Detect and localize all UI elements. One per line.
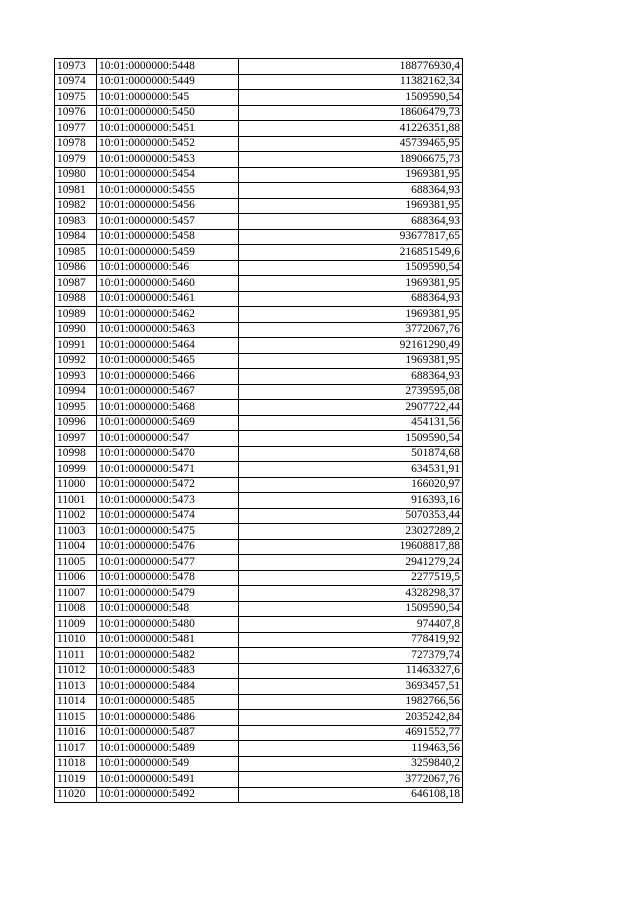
row-number-cell: 11008 <box>55 601 97 617</box>
cadastral-value-cell: 18606479,73 <box>239 105 463 121</box>
row-number-cell: 11000 <box>55 477 97 493</box>
cadastral-number-cell: 10:01:0000000:5482 <box>97 648 239 664</box>
row-number-cell: 11015 <box>55 710 97 726</box>
cadastral-value-cell: 23027289,2 <box>239 524 463 540</box>
table-row <box>55 787 463 803</box>
cadastral-number-cell: 10:01:0000000:5477 <box>97 555 239 571</box>
cadastral-value-cell: 1969381,95 <box>239 198 463 214</box>
cadastral-number-cell: 10:01:0000000:5475 <box>97 524 239 540</box>
cadastral-number-cell: 10:01:0000000:5479 <box>97 586 239 602</box>
cadastral-number-cell: 10:01:0000000:5483 <box>97 663 239 679</box>
cadastral-number-cell: 10:01:0000000:5469 <box>97 415 239 431</box>
cadastral-value-cell: 93677817,65 <box>239 229 463 245</box>
cadastral-number-cell: 10:01:0000000:547 <box>97 431 239 447</box>
row-number-cell: 10977 <box>55 121 97 137</box>
table-row <box>55 338 463 354</box>
row-number-cell: 10979 <box>55 152 97 168</box>
table-row <box>55 369 463 385</box>
cadastral-value-cell: 2739595,08 <box>239 384 463 400</box>
cadastral-value-cell: 454131,56 <box>239 415 463 431</box>
row-number-cell: 10987 <box>55 276 97 292</box>
row-number-cell: 11004 <box>55 539 97 555</box>
cadastral-number-cell: 10:01:0000000:5471 <box>97 462 239 478</box>
row-number-cell: 10986 <box>55 260 97 276</box>
table-row <box>55 772 463 788</box>
table-row <box>55 183 463 199</box>
cadastral-number-cell: 10:01:0000000:5480 <box>97 617 239 633</box>
cadastral-number-cell: 10:01:0000000:5456 <box>97 198 239 214</box>
table-row <box>55 121 463 137</box>
cadastral-number-cell: 10:01:0000000:5473 <box>97 493 239 509</box>
row-number-cell: 11006 <box>55 570 97 586</box>
row-number-cell: 11016 <box>55 725 97 741</box>
cadastral-number-cell: 10:01:0000000:546 <box>97 260 239 276</box>
row-number-cell: 11002 <box>55 508 97 524</box>
cadastral-value-cell: 916393,16 <box>239 493 463 509</box>
cadastral-value-cell: 166020,97 <box>239 477 463 493</box>
cadastral-value-cell: 501874,68 <box>239 446 463 462</box>
cadastral-value-cell: 688364,93 <box>239 369 463 385</box>
cadastral-number-cell: 10:01:0000000:5461 <box>97 291 239 307</box>
row-number-cell: 11018 <box>55 756 97 772</box>
cadastral-number-cell: 10:01:0000000:5458 <box>97 229 239 245</box>
row-number-cell: 11009 <box>55 617 97 633</box>
row-number-cell: 10973 <box>55 59 97 75</box>
cadastral-value-cell: 1982766,56 <box>239 694 463 710</box>
row-number-cell: 10989 <box>55 307 97 323</box>
table-row <box>55 415 463 431</box>
table-row <box>55 601 463 617</box>
cadastral-number-cell: 10:01:0000000:5478 <box>97 570 239 586</box>
row-number-cell: 10985 <box>55 245 97 261</box>
cadastral-number-cell: 10:01:0000000:545 <box>97 90 239 106</box>
table-row <box>55 307 463 323</box>
cadastral-value-table <box>54 58 463 803</box>
cadastral-number-cell: 10:01:0000000:5464 <box>97 338 239 354</box>
table-row <box>55 694 463 710</box>
cadastral-value-cell: 646108,18 <box>239 787 463 803</box>
cadastral-number-cell: 10:01:0000000:5476 <box>97 539 239 555</box>
cadastral-value-cell: 119463,56 <box>239 741 463 757</box>
cadastral-value-cell: 727379,74 <box>239 648 463 664</box>
cadastral-number-cell: 10:01:0000000:548 <box>97 601 239 617</box>
cadastral-value-cell: 1509590,54 <box>239 431 463 447</box>
table-row <box>55 462 463 478</box>
cadastral-number-cell: 10:01:0000000:5454 <box>97 167 239 183</box>
table-row <box>55 198 463 214</box>
row-number-cell: 10975 <box>55 90 97 106</box>
table-row <box>55 663 463 679</box>
cadastral-value-cell: 45739465,95 <box>239 136 463 152</box>
cadastral-value-cell: 1969381,95 <box>239 276 463 292</box>
table-row <box>55 167 463 183</box>
cadastral-number-cell: 10:01:0000000:5451 <box>97 121 239 137</box>
table-body <box>55 59 463 803</box>
table-row <box>55 260 463 276</box>
row-number-cell: 11011 <box>55 648 97 664</box>
table-row <box>55 555 463 571</box>
table-row <box>55 679 463 695</box>
row-number-cell: 10997 <box>55 431 97 447</box>
cadastral-value-cell: 1509590,54 <box>239 260 463 276</box>
table-row <box>55 136 463 152</box>
cadastral-value-cell: 974407,8 <box>239 617 463 633</box>
row-number-cell: 10993 <box>55 369 97 385</box>
row-number-cell: 11013 <box>55 679 97 695</box>
cadastral-value-cell: 18906675,73 <box>239 152 463 168</box>
cadastral-number-cell: 10:01:0000000:5459 <box>97 245 239 261</box>
cadastral-number-cell: 10:01:0000000:5470 <box>97 446 239 462</box>
cadastral-number-cell: 10:01:0000000:5484 <box>97 679 239 695</box>
cadastral-number-cell: 10:01:0000000:5472 <box>97 477 239 493</box>
cadastral-value-cell: 688364,93 <box>239 214 463 230</box>
row-number-cell: 10982 <box>55 198 97 214</box>
cadastral-number-cell: 10:01:0000000:5453 <box>97 152 239 168</box>
table-row <box>55 276 463 292</box>
row-number-cell: 10995 <box>55 400 97 416</box>
cadastral-number-cell: 10:01:0000000:5463 <box>97 322 239 338</box>
cadastral-number-cell: 10:01:0000000:5468 <box>97 400 239 416</box>
table-row <box>55 493 463 509</box>
table-row <box>55 291 463 307</box>
table-row <box>55 586 463 602</box>
table-row <box>55 214 463 230</box>
cadastral-value-cell: 1969381,95 <box>239 307 463 323</box>
table-row <box>55 245 463 261</box>
table-row <box>55 74 463 90</box>
cadastral-number-cell: 10:01:0000000:5491 <box>97 772 239 788</box>
cadastral-value-cell: 688364,93 <box>239 291 463 307</box>
table-row <box>55 570 463 586</box>
cadastral-number-cell: 10:01:0000000:5460 <box>97 276 239 292</box>
table-row <box>55 400 463 416</box>
cadastral-value-cell: 19608817,88 <box>239 539 463 555</box>
table-row <box>55 229 463 245</box>
row-number-cell: 11010 <box>55 632 97 648</box>
cadastral-value-cell: 2941279,24 <box>239 555 463 571</box>
cadastral-value-cell: 3772067,76 <box>239 772 463 788</box>
cadastral-number-cell: 10:01:0000000:5487 <box>97 725 239 741</box>
cadastral-number-cell: 10:01:0000000:5489 <box>97 741 239 757</box>
cadastral-number-cell: 10:01:0000000:5457 <box>97 214 239 230</box>
row-number-cell: 10996 <box>55 415 97 431</box>
cadastral-value-cell: 4328298,37 <box>239 586 463 602</box>
table-row <box>55 756 463 772</box>
row-number-cell: 10992 <box>55 353 97 369</box>
table-row <box>55 446 463 462</box>
cadastral-value-cell: 4691552,77 <box>239 725 463 741</box>
table-row <box>55 524 463 540</box>
cadastral-number-cell: 10:01:0000000:5492 <box>97 787 239 803</box>
cadastral-value-cell: 41226351,88 <box>239 121 463 137</box>
table-row <box>55 90 463 106</box>
table-row <box>55 508 463 524</box>
cadastral-number-cell: 10:01:0000000:5486 <box>97 710 239 726</box>
row-number-cell: 10981 <box>55 183 97 199</box>
row-number-cell: 10991 <box>55 338 97 354</box>
cadastral-value-cell: 1969381,95 <box>239 353 463 369</box>
cadastral-value-cell: 2035242,84 <box>239 710 463 726</box>
row-number-cell: 10978 <box>55 136 97 152</box>
table-row <box>55 431 463 447</box>
row-number-cell: 10999 <box>55 462 97 478</box>
table-row <box>55 617 463 633</box>
cadastral-value-cell: 216851549,6 <box>239 245 463 261</box>
row-number-cell: 11019 <box>55 772 97 788</box>
row-number-cell: 10990 <box>55 322 97 338</box>
cadastral-value-cell: 92161290,49 <box>239 338 463 354</box>
row-number-cell: 11012 <box>55 663 97 679</box>
table-row <box>55 152 463 168</box>
row-number-cell: 11005 <box>55 555 97 571</box>
table-row <box>55 632 463 648</box>
cadastral-value-cell: 188776930,4 <box>239 59 463 75</box>
cadastral-value-cell: 1969381,95 <box>239 167 463 183</box>
cadastral-value-cell: 11463327,6 <box>239 663 463 679</box>
row-number-cell: 10980 <box>55 167 97 183</box>
cadastral-number-cell: 10:01:0000000:5481 <box>97 632 239 648</box>
table-row <box>55 648 463 664</box>
table-row <box>55 741 463 757</box>
row-number-cell: 10976 <box>55 105 97 121</box>
cadastral-number-cell: 10:01:0000000:5449 <box>97 74 239 90</box>
cadastral-value-cell: 3259840,2 <box>239 756 463 772</box>
cadastral-value-cell: 634531,91 <box>239 462 463 478</box>
row-number-cell: 11003 <box>55 524 97 540</box>
table-row <box>55 59 463 75</box>
cadastral-value-cell: 778419,92 <box>239 632 463 648</box>
table-row <box>55 539 463 555</box>
row-number-cell: 10998 <box>55 446 97 462</box>
cadastral-number-cell: 10:01:0000000:5467 <box>97 384 239 400</box>
cadastral-number-cell: 10:01:0000000:5465 <box>97 353 239 369</box>
table-row <box>55 105 463 121</box>
table-row <box>55 353 463 369</box>
cadastral-value-cell: 3772067,76 <box>239 322 463 338</box>
cadastral-number-cell: 10:01:0000000:5466 <box>97 369 239 385</box>
cadastral-value-cell: 3693457,51 <box>239 679 463 695</box>
cadastral-value-cell: 2277519,5 <box>239 570 463 586</box>
cadastral-value-cell: 688364,93 <box>239 183 463 199</box>
cadastral-number-cell: 10:01:0000000:5455 <box>97 183 239 199</box>
row-number-cell: 10983 <box>55 214 97 230</box>
row-number-cell: 10988 <box>55 291 97 307</box>
cadastral-number-cell: 10:01:0000000:5448 <box>97 59 239 75</box>
row-number-cell: 11017 <box>55 741 97 757</box>
table-row <box>55 322 463 338</box>
row-number-cell: 10994 <box>55 384 97 400</box>
cadastral-number-cell: 10:01:0000000:5474 <box>97 508 239 524</box>
cadastral-value-cell: 1509590,54 <box>239 90 463 106</box>
cadastral-number-cell: 10:01:0000000:5485 <box>97 694 239 710</box>
table-row <box>55 710 463 726</box>
table-row <box>55 384 463 400</box>
cadastral-value-cell: 11382162,34 <box>239 74 463 90</box>
row-number-cell: 11001 <box>55 493 97 509</box>
row-number-cell: 11014 <box>55 694 97 710</box>
cadastral-value-cell: 2907722,44 <box>239 400 463 416</box>
cadastral-number-cell: 10:01:0000000:5450 <box>97 105 239 121</box>
row-number-cell: 10984 <box>55 229 97 245</box>
row-number-cell: 11007 <box>55 586 97 602</box>
table-row <box>55 725 463 741</box>
row-number-cell: 11020 <box>55 787 97 803</box>
row-number-cell: 10974 <box>55 74 97 90</box>
cadastral-number-cell: 10:01:0000000:549 <box>97 756 239 772</box>
cadastral-value-cell: 1509590,54 <box>239 601 463 617</box>
table-row <box>55 477 463 493</box>
cadastral-number-cell: 10:01:0000000:5452 <box>97 136 239 152</box>
cadastral-value-cell: 5070353,44 <box>239 508 463 524</box>
cadastral-number-cell: 10:01:0000000:5462 <box>97 307 239 323</box>
